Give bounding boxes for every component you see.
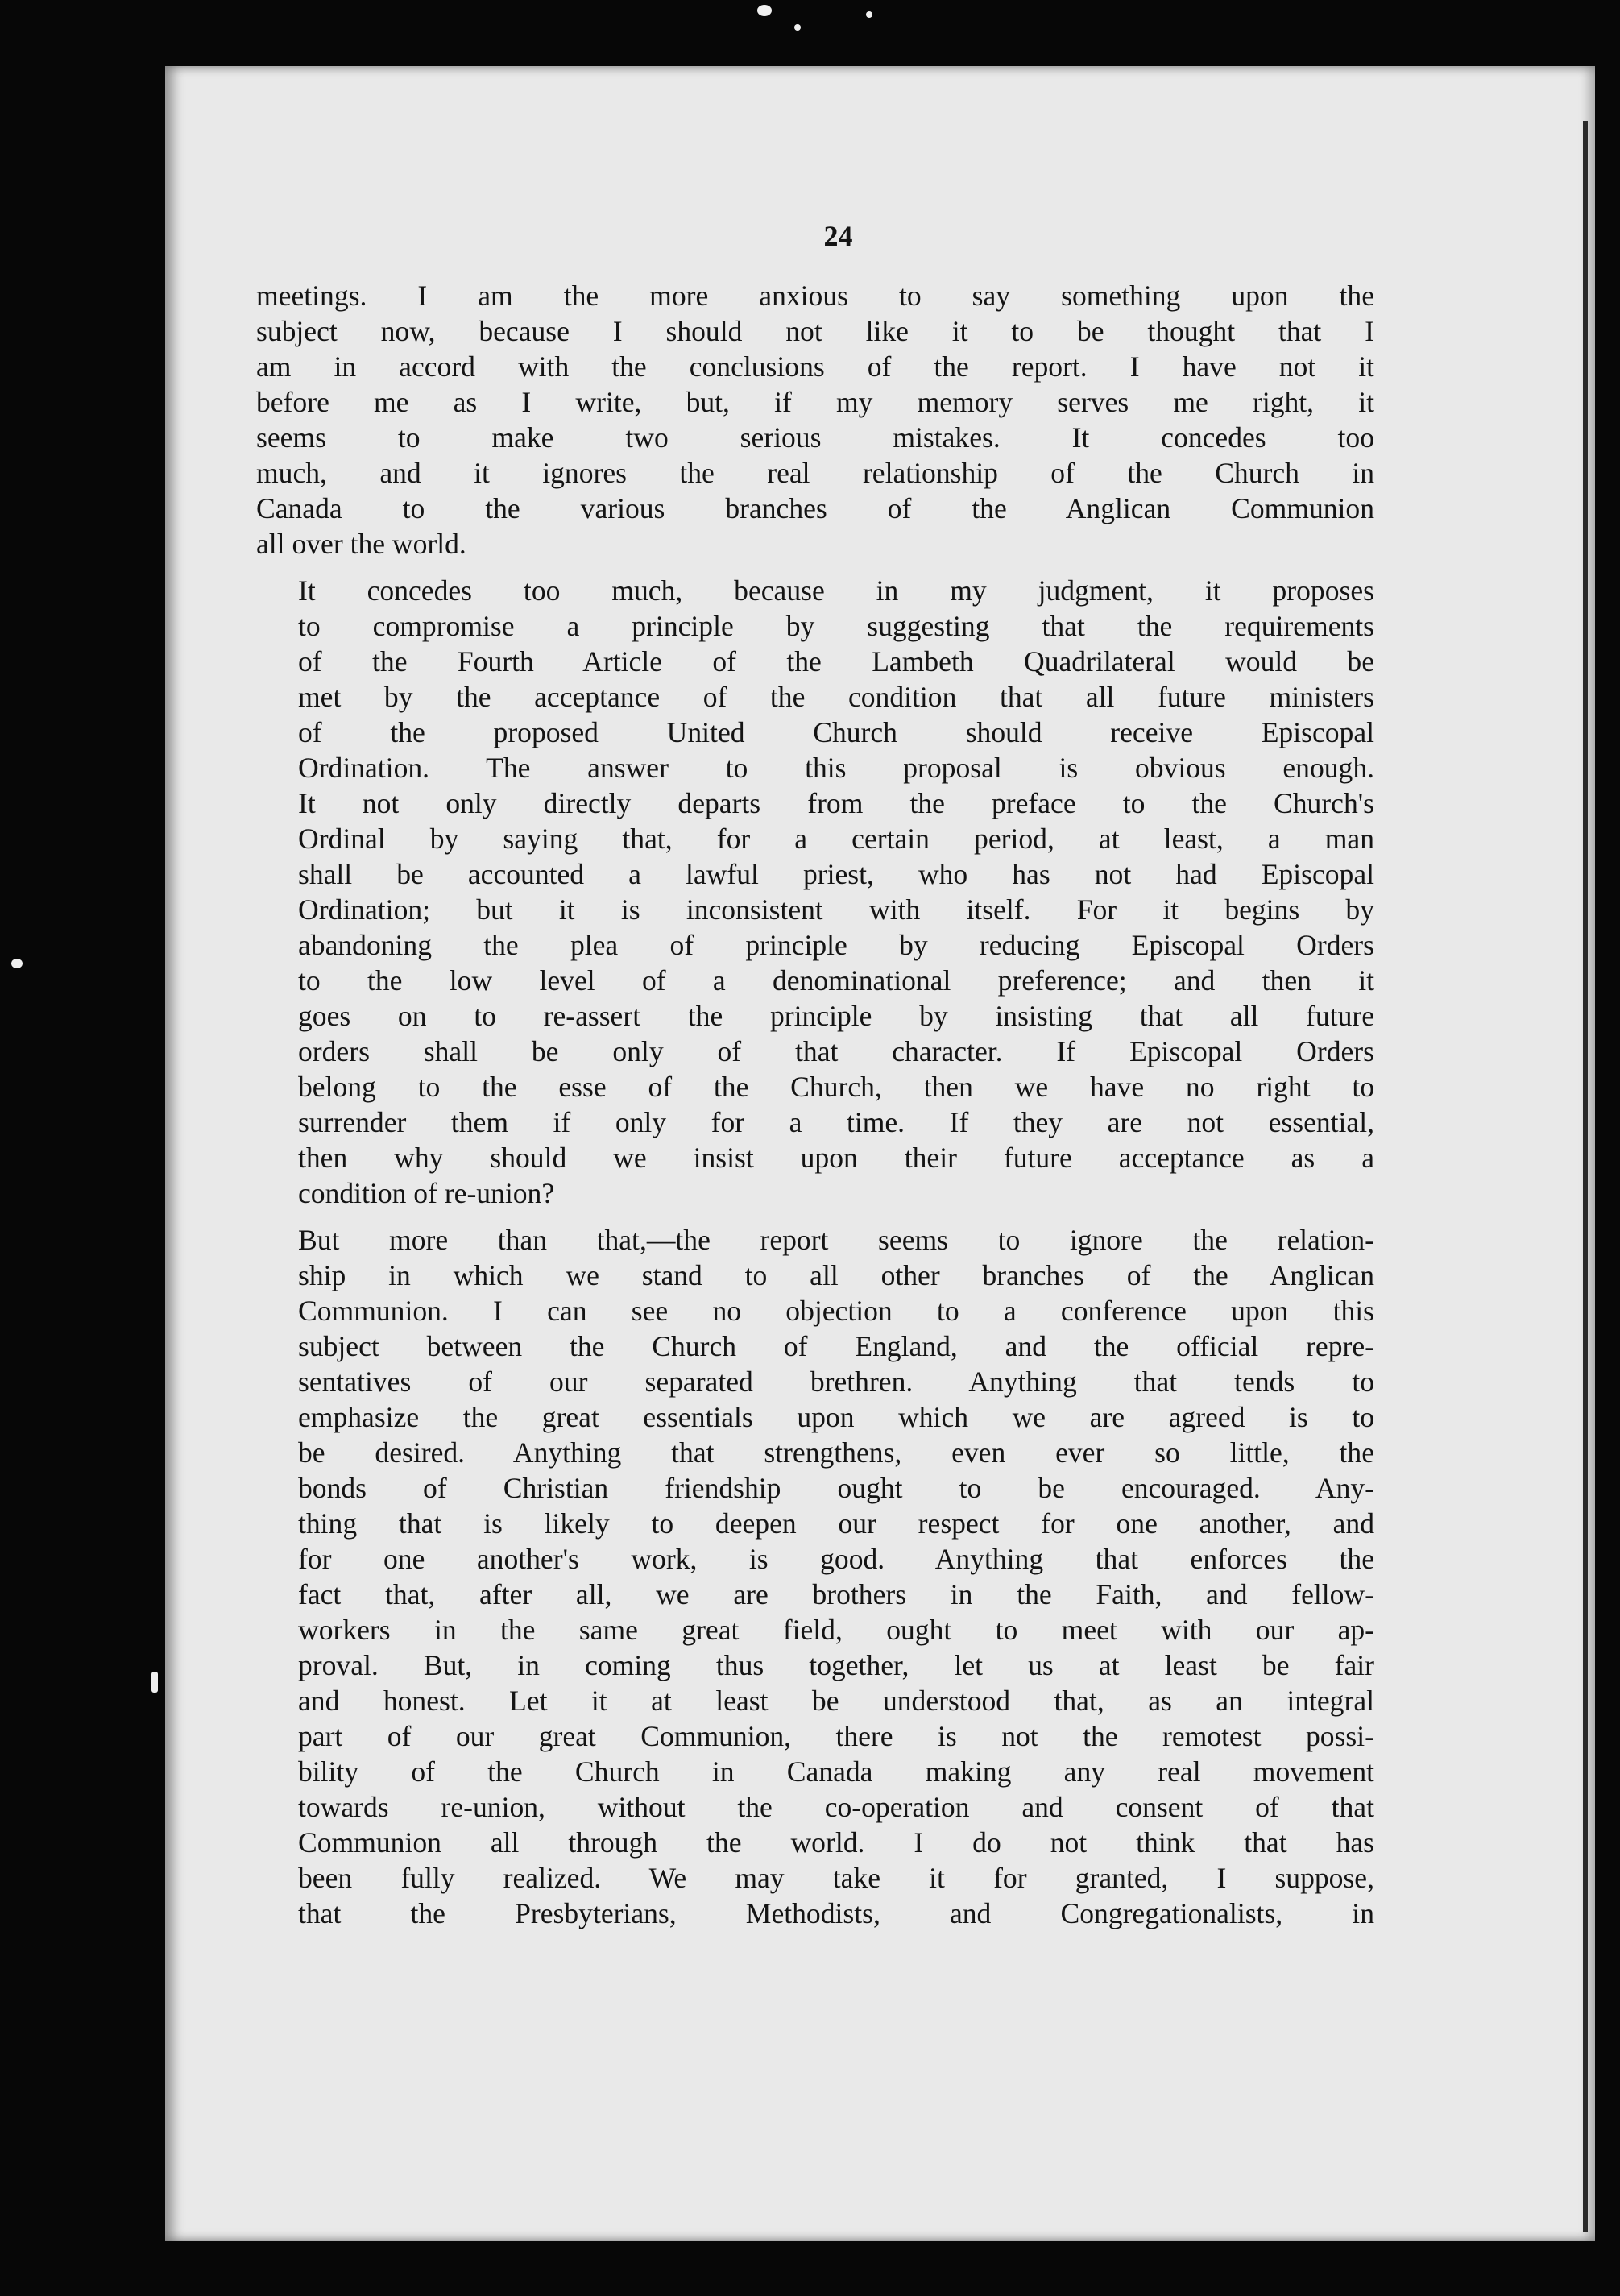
text-line: orders shall be only of that character. If Episcopal Orders xyxy=(298,1035,1374,1067)
text-line: It concedes too much, because in my judgment, it proposes xyxy=(298,574,1374,607)
text-line: It not only directly departs from the preface to the Church's xyxy=(298,787,1374,819)
scan-speck xyxy=(866,11,872,18)
text-line: Communion. I can see no objection to a conference upon this xyxy=(298,1295,1374,1327)
text-line: then why should we insist upon their future acceptance as a xyxy=(298,1142,1374,1174)
text-line: shall be accounted a lawful priest, who has not had Episcopal xyxy=(298,858,1374,890)
text-line: met by the acceptance of the condition that all future ministers xyxy=(298,681,1374,713)
text-line: emphasize the great essentials upon which we are agreed is to xyxy=(298,1401,1374,1433)
text-line: Canada to the various branches of the Anglican Communion xyxy=(256,492,1374,524)
scan-speck xyxy=(11,959,23,968)
text-line: am in accord with the conclusions of the report. I have not it xyxy=(256,350,1374,383)
paragraph-1 xyxy=(256,278,1374,562)
text-line: much, and it ignores the real relationship of the Church in xyxy=(256,457,1374,489)
text-line: to compromise a principle by suggesting that the requirements xyxy=(298,610,1374,642)
text-line: thing that is likely to deepen our respect for one another, and xyxy=(298,1507,1374,1540)
paragraph-3 xyxy=(256,1222,1374,1931)
text-line: proval. But, in coming thus together, let us at least be fair xyxy=(298,1649,1374,1681)
text-line: Communion all through the world. I do not think that has xyxy=(298,1826,1374,1859)
text-line: abandoning the plea of principle by reducing Episcopal Orders xyxy=(298,929,1374,961)
body-text xyxy=(256,278,1374,1942)
text-line: ship in which we stand to all other branches of the Anglican xyxy=(298,1259,1374,1291)
text-line: of the Fourth Article of the Lambeth Quadrilateral would be xyxy=(298,645,1374,678)
text-line: Ordination. The answer to this proposal is obvious enough. xyxy=(298,752,1374,784)
text-line: sentatives of our separated brethren. Anything that tends to xyxy=(298,1366,1374,1398)
text-line: belong to the esse of the Church, then we have no right to xyxy=(298,1071,1374,1103)
text-line: seems to make two serious mistakes. It concedes too xyxy=(256,421,1374,454)
text-line: bility of the Church in Canada making any real movement xyxy=(298,1755,1374,1788)
text-line: that the Presbyterians, Methodists, and Congregationalists, in xyxy=(298,1897,1374,1929)
text-line: and honest. Let it at least be understood that, as an integral xyxy=(298,1685,1374,1717)
page-edge xyxy=(1583,121,1588,2232)
text-line: been fully realized. We may take it for granted, I suppose, xyxy=(298,1862,1374,1894)
text-line: part of our great Communion, there is not the remotest possi- xyxy=(298,1720,1374,1752)
text-line: surrender them if only for a time. If they are not essential, xyxy=(298,1106,1374,1138)
text-line: be desired. Anything that strengthens, even ever so little, the xyxy=(298,1436,1374,1469)
text-line: condition of re-union? xyxy=(298,1177,555,1209)
paragraph-2 xyxy=(256,573,1374,1211)
text-line: for one another's work, is good. Anything that enforces the xyxy=(298,1543,1374,1575)
page-number: 24 xyxy=(823,220,853,252)
text-line: to the low level of a denominational preference; and then it xyxy=(298,964,1374,997)
text-line: before me as I write, but, if my memory serves me right, it xyxy=(256,386,1374,418)
text-line: But more than that,—the report seems to ignore the relation- xyxy=(298,1224,1374,1256)
text-line: subject now, because I should not like it to be thought that I xyxy=(256,315,1374,347)
text-line: bonds of Christian friendship ought to be encouraged. Any- xyxy=(298,1472,1374,1504)
text-line: Ordination; but it is inconsistent with itself. For it begins by xyxy=(298,893,1374,926)
text-line: towards re-union, without the co-operation and consent of that xyxy=(298,1791,1374,1823)
text-line: workers in the same great field, ought to meet with our ap- xyxy=(298,1614,1374,1646)
text-line: of the proposed United Church should receive Episcopal xyxy=(298,716,1374,748)
text-line: fact that, after all, we are brothers in the Faith, and fellow- xyxy=(298,1578,1374,1610)
scan-speck xyxy=(757,5,772,16)
text-line: all over the world. xyxy=(256,528,466,560)
text-line: meetings. I am the more anxious to say something upon the xyxy=(256,280,1374,312)
scan-speck xyxy=(794,24,801,31)
text-line: Ordinal by saying that, for a certain period, at least, a man xyxy=(298,823,1374,855)
scan-speck xyxy=(151,1672,158,1693)
text-line: goes on to re-assert the principle by insisting that all future xyxy=(298,1000,1374,1032)
text-line: subject between the Church of England, and the official repre- xyxy=(298,1330,1374,1362)
